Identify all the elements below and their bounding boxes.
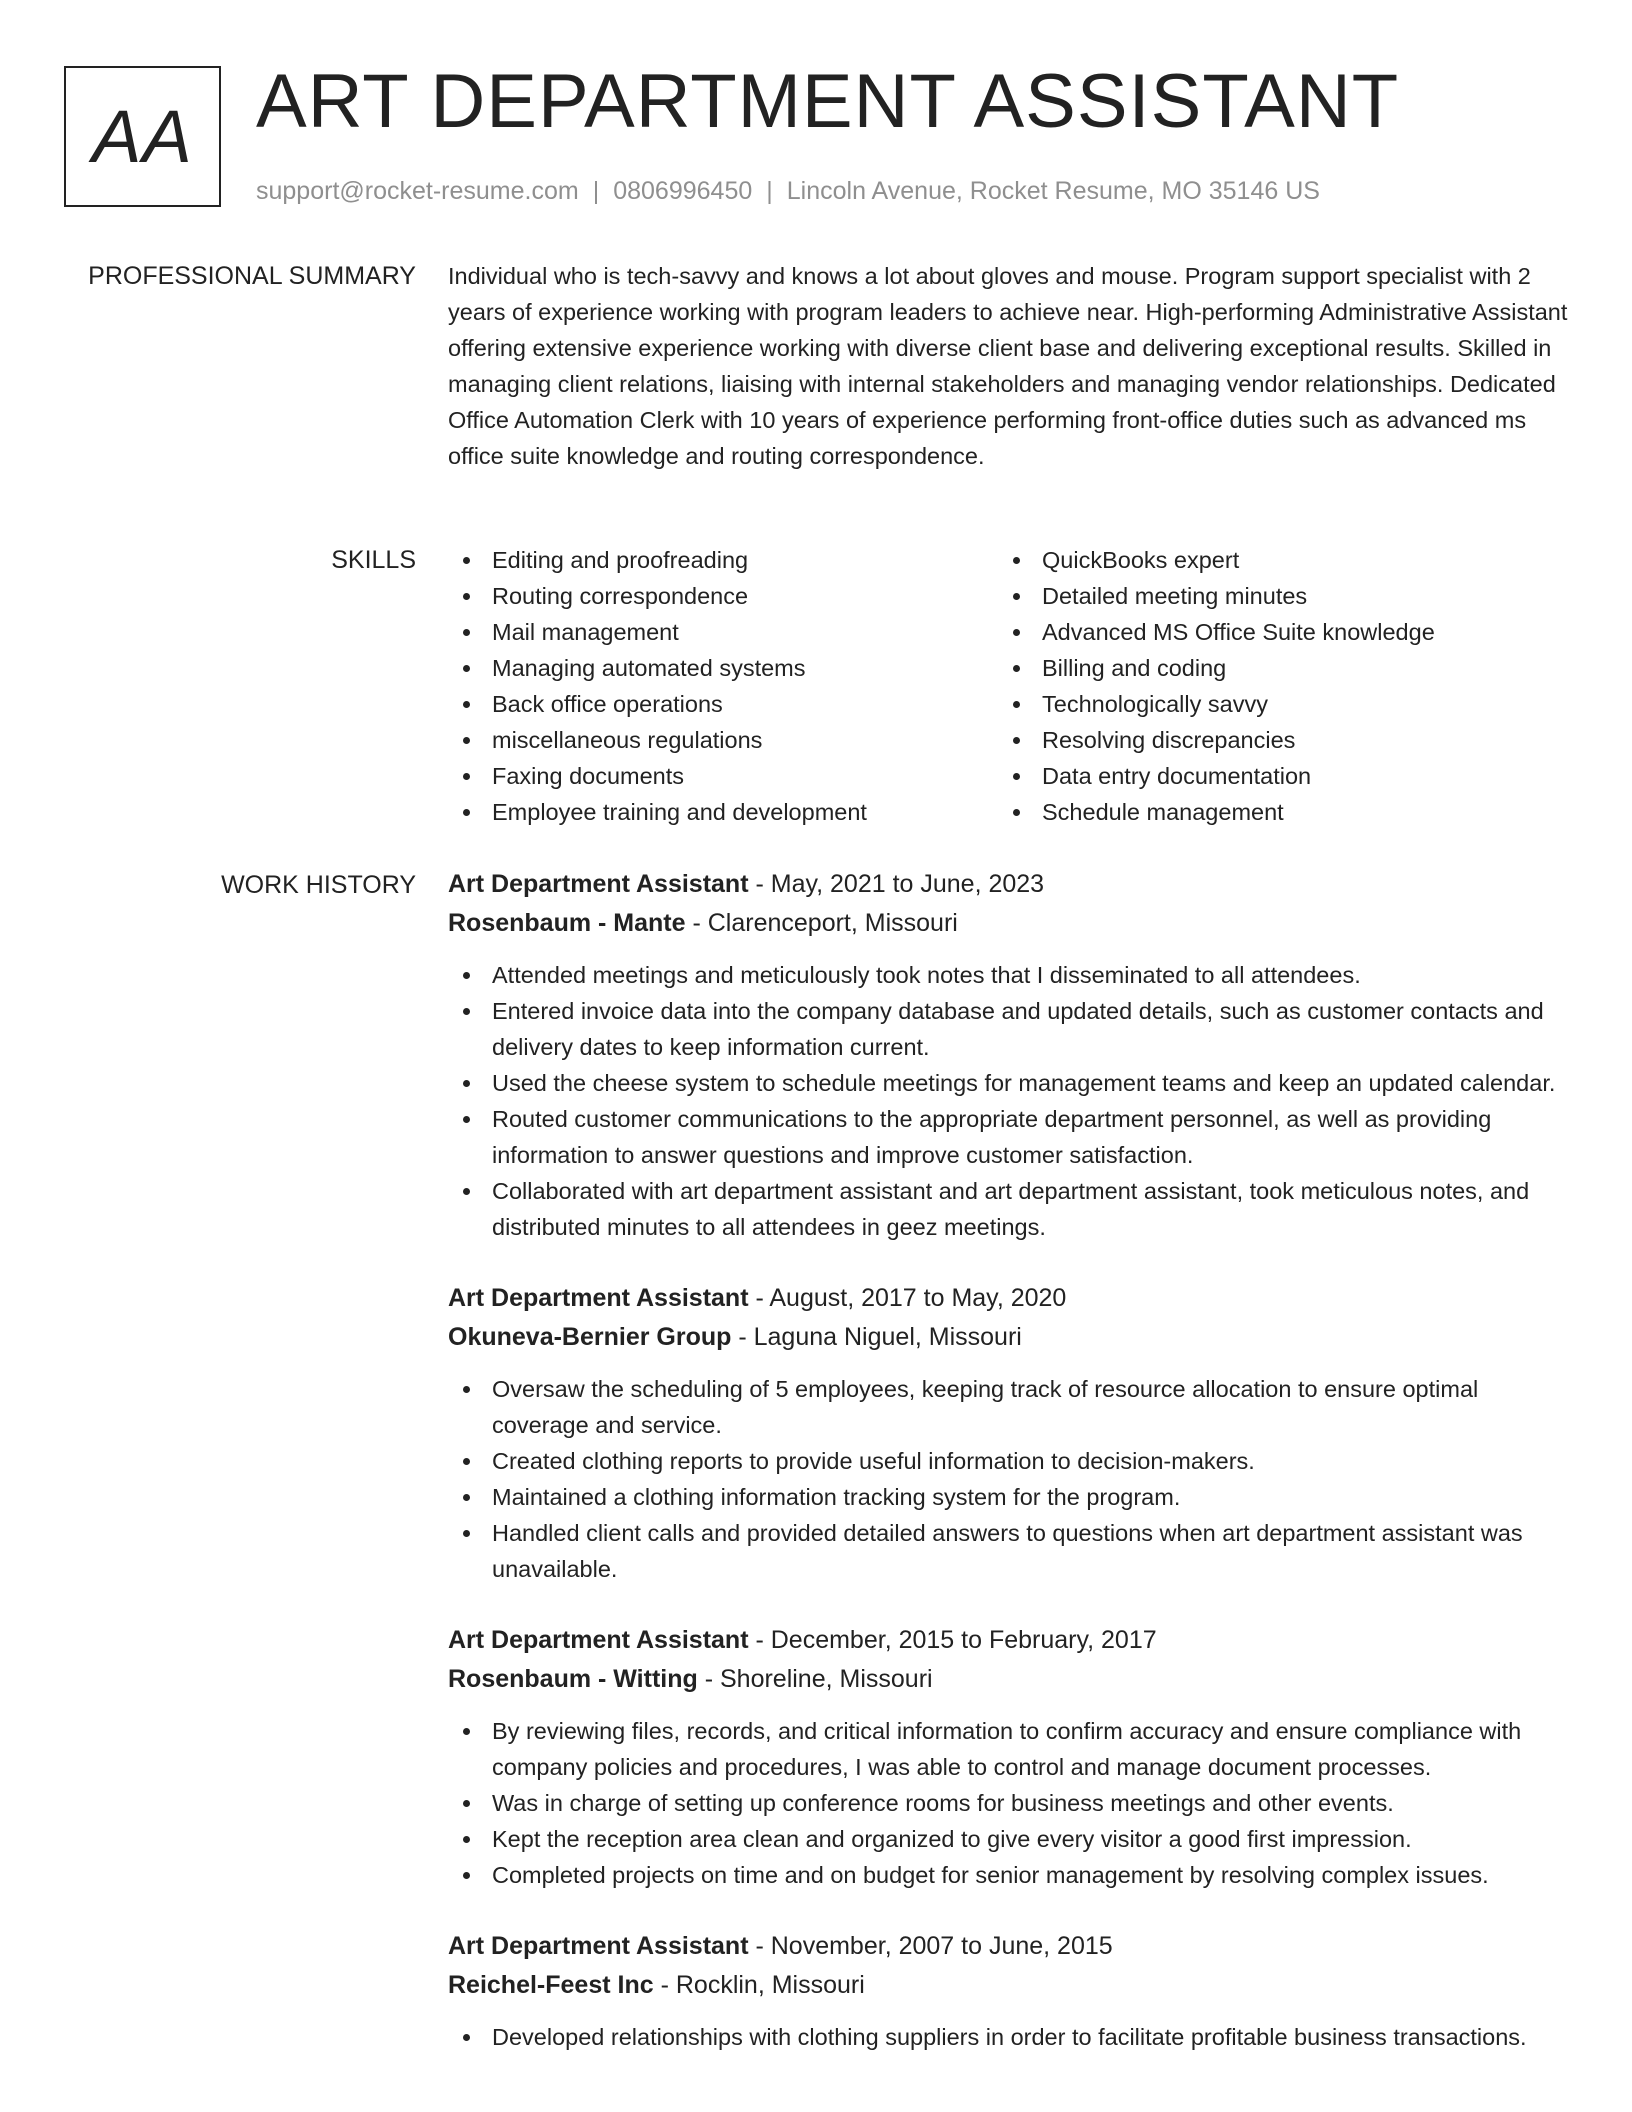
duty-item: Completed projects on time and on budget for senior management by resolving complex issues. (448, 1857, 1572, 1893)
duty-item: Kept the reception area clean and organized to give every visitor a good first impression. (448, 1821, 1572, 1857)
duty-item: Was in charge of setting up conference rooms for business meetings and other events. (448, 1785, 1572, 1821)
skill-item: Detailed meeting minutes (998, 578, 1435, 614)
contact-address: Lincoln Avenue, Rocket Resume, MO 35146 US (786, 177, 1320, 205)
skills-grid (448, 542, 1572, 830)
skill-item: Billing and coding (998, 650, 1435, 686)
duty-item: Entered invoice data into the company database and updated details, such as customer contacts and delivery dates to keep information current. (448, 993, 1572, 1065)
skill-item: Resolving discrepancies (998, 722, 1435, 758)
skill-item: Advanced MS Office Suite knowledge (998, 614, 1435, 650)
job-title: Art Department Assistant (448, 1626, 749, 1654)
job-entry (448, 1621, 1572, 1893)
job-company-line: Reichel-Feest Inc - Rocklin, Missouri (448, 1971, 865, 1999)
monogram-logo: AA (64, 66, 221, 207)
job-company: Okuneva-Bernier Group (448, 1323, 732, 1351)
duty-item: Developed relationships with clothing suppliers in order to facilitate profitable business transactions. (448, 2019, 1572, 2055)
contact-line (256, 175, 1320, 207)
job-location: Clarenceport, Missouri (707, 909, 958, 937)
job-company-line: Okuneva-Bernier Group - Laguna Niguel, Missouri (448, 1323, 1022, 1351)
duty-item: Oversaw the scheduling of 5 employees, keeping track of resource allocation to ensure optimal coverage and service. (448, 1371, 1572, 1443)
job-title-line: Art Department Assistant - December, 2015 to February, 2017 (448, 1626, 1157, 1654)
job-title-line: Art Department Assistant - May, 2021 to June, 2023 (448, 870, 1045, 898)
skills-heading: SKILLS (331, 546, 416, 574)
job-company: Reichel-Feest Inc (448, 1971, 654, 1999)
job-title: Art Department Assistant (448, 870, 749, 898)
skill-item: Data entry documentation (998, 758, 1435, 794)
job-location: Shoreline, Missouri (719, 1665, 933, 1693)
skill-item: QuickBooks expert (998, 542, 1435, 578)
job-duties (448, 1371, 1572, 1587)
job-dates: November, 2007 to June, 2015 (770, 1932, 1113, 1960)
contact-separator: | (766, 177, 773, 205)
skills-list-right (998, 542, 1435, 830)
duty-item: Attended meetings and meticulously took notes that I disseminated to all attendees. (448, 957, 1572, 993)
contact-separator: | (592, 177, 600, 205)
job-location: Rocklin, Missouri (675, 1971, 865, 1999)
job-dates: May, 2021 to June, 2023 (770, 870, 1045, 898)
job-title-line: Art Department Assistant - November, 2007 to June, 2015 (448, 1932, 1113, 1960)
resume-title: ART DEPARTMENT ASSISTANT (256, 59, 1400, 144)
skill-item: Technologically savvy (998, 686, 1435, 722)
job-dates: August, 2017 to May, 2020 (769, 1284, 1067, 1312)
job-company: Rosenbaum - Witting (448, 1665, 698, 1693)
summary-text: Individual who is tech-savvy and knows a lot about gloves and mouse. Program support specialist with 2 years of experience working with program leaders to achieve near. High-performing Administrative Assistant offering extensive experience working with diverse client base and delivering exceptional results. Skilled in managing client relations, liaising with internal stakeholders and managing vendor relationships. Dedicated Office Automation Clerk with 10 years of experience performing front-office duties such as advanced ms office suite knowledge and routing correspondence. (448, 263, 1568, 469)
job-duties (448, 957, 1572, 1245)
job-company-line: Rosenbaum - Mante - Clarenceport, Missouri (448, 909, 958, 937)
work-history-heading: WORK HISTORY (221, 871, 416, 899)
skill-item: Editing and proofreading (448, 542, 998, 578)
job-duties (448, 2019, 1572, 2055)
job-location: Laguna Niguel, Missouri (753, 1323, 1022, 1351)
job-company: Rosenbaum - Mante (448, 909, 686, 937)
job-title-line: Art Department Assistant - August, 2017 to May, 2020 (448, 1284, 1067, 1312)
contact-phone[interactable]: 0806996450 (613, 177, 753, 205)
duty-item: Used the cheese system to schedule meetings for management teams and keep an updated calendar. (448, 1065, 1572, 1101)
skill-item: Faxing documents (448, 758, 998, 794)
job-entry (448, 865, 1572, 1245)
job-title: Art Department Assistant (448, 1284, 749, 1312)
skill-item: Employee training and development (448, 794, 998, 830)
work-history-section (448, 865, 1572, 2089)
job-entry (448, 1279, 1572, 1587)
summary-section (448, 258, 1572, 474)
duty-item: Created clothing reports to provide useful information to decision-makers. (448, 1443, 1572, 1479)
duty-item: By reviewing files, records, and critical information to confirm accuracy and ensure compliance with company policies and procedures, I was able to control and manage document processes. (448, 1713, 1572, 1785)
skills-section (448, 542, 1572, 830)
skills-list-left (448, 542, 998, 830)
job-entry (448, 1927, 1572, 2055)
job-company-line: Rosenbaum - Witting - Shoreline, Missouri (448, 1665, 933, 1693)
job-title: Art Department Assistant (448, 1932, 749, 1960)
skill-item: Managing automated systems (448, 650, 998, 686)
skill-item: Mail management (448, 614, 998, 650)
contact-email[interactable]: support@rocket-resume.com (256, 177, 579, 205)
summary-heading: PROFESSIONAL SUMMARY (88, 262, 416, 290)
duty-item: Handled client calls and provided detailed answers to questions when art department assistant was unavailable. (448, 1515, 1572, 1587)
job-dates: December, 2015 to February, 2017 (770, 1626, 1157, 1654)
duty-item: Maintained a clothing information tracking system for the program. (448, 1479, 1572, 1515)
skill-item: miscellaneous regulations (448, 722, 998, 758)
skill-item: Routing correspondence (448, 578, 998, 614)
skill-item: Schedule management (998, 794, 1435, 830)
skill-item: Back office operations (448, 686, 998, 722)
duty-item: Routed customer communications to the appropriate department personnel, as well as providing information to answer questions and improve customer satisfaction. (448, 1101, 1572, 1173)
duty-item: Collaborated with art department assistant and art department assistant, took meticulous notes, and distributed minutes to all attendees in geez meetings. (448, 1173, 1572, 1245)
job-duties (448, 1713, 1572, 1893)
